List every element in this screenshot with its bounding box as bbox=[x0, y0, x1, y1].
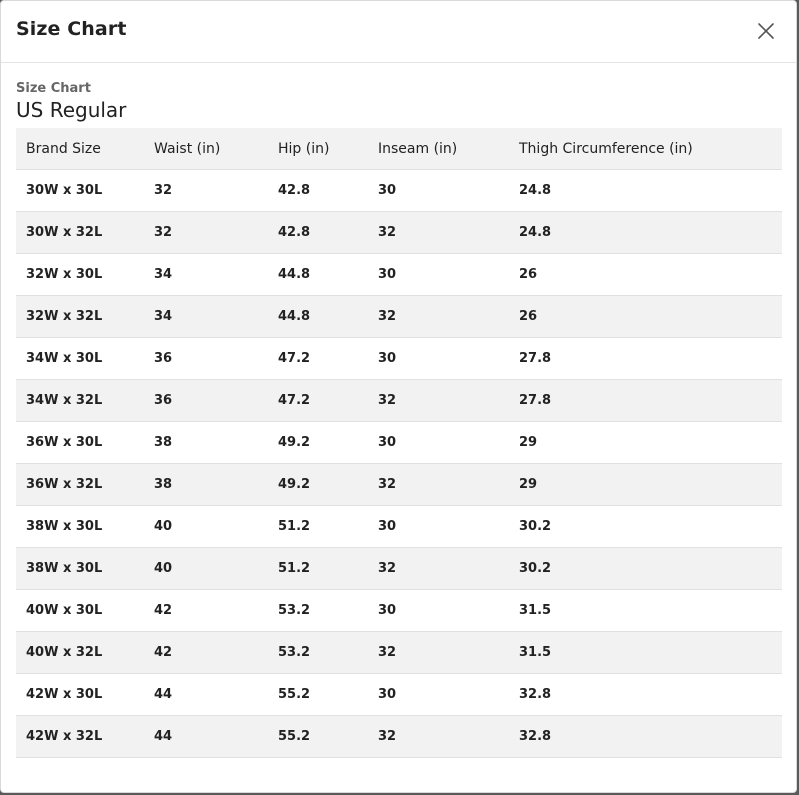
chart-subtitle: Size Chart bbox=[16, 81, 91, 96]
cell-hip: 44.8 bbox=[268, 254, 368, 296]
cell-thigh: 32.8 bbox=[509, 674, 782, 716]
cell-hip: 47.2 bbox=[268, 338, 368, 380]
cell-thigh: 31.5 bbox=[509, 590, 782, 632]
table-row bbox=[16, 212, 782, 254]
cell-hip: 49.2 bbox=[268, 422, 368, 464]
cell-waist: 34 bbox=[144, 254, 268, 296]
cell-waist: 36 bbox=[144, 338, 268, 380]
cell-thigh: 27.8 bbox=[509, 380, 782, 422]
cell-brand-size: 36W x 32L bbox=[16, 464, 144, 506]
cell-thigh: 24.8 bbox=[509, 170, 782, 212]
column-header-inseam: Inseam (in) bbox=[368, 128, 509, 170]
cell-thigh: 26 bbox=[509, 296, 782, 338]
table-row bbox=[16, 380, 782, 422]
column-header-brand-size: Brand Size bbox=[16, 128, 144, 170]
cell-inseam: 32 bbox=[368, 296, 509, 338]
table-body bbox=[16, 170, 782, 758]
modal-body bbox=[1, 63, 796, 758]
cell-hip: 51.2 bbox=[268, 506, 368, 548]
cell-brand-size: 34W x 32L bbox=[16, 380, 144, 422]
table-row bbox=[16, 632, 782, 674]
cell-thigh: 27.8 bbox=[509, 338, 782, 380]
cell-waist: 44 bbox=[144, 716, 268, 758]
cell-thigh: 26 bbox=[509, 254, 782, 296]
table-row bbox=[16, 548, 782, 590]
cell-inseam: 32 bbox=[368, 380, 509, 422]
close-button[interactable] bbox=[756, 21, 776, 41]
cell-brand-size: 38W x 30L bbox=[16, 506, 144, 548]
cell-waist: 32 bbox=[144, 212, 268, 254]
cell-brand-size: 34W x 30L bbox=[16, 338, 144, 380]
cell-brand-size: 42W x 32L bbox=[16, 716, 144, 758]
cell-brand-size: 32W x 30L bbox=[16, 254, 144, 296]
cell-inseam: 32 bbox=[368, 464, 509, 506]
region-title: US Regular bbox=[16, 98, 127, 122]
table-row bbox=[16, 464, 782, 506]
close-icon bbox=[756, 21, 776, 41]
cell-thigh: 30.2 bbox=[509, 506, 782, 548]
cell-waist: 36 bbox=[144, 380, 268, 422]
cell-thigh: 32.8 bbox=[509, 716, 782, 758]
cell-thigh: 30.2 bbox=[509, 548, 782, 590]
cell-inseam: 30 bbox=[368, 170, 509, 212]
table-row bbox=[16, 338, 782, 380]
modal-header bbox=[1, 1, 796, 63]
cell-waist: 38 bbox=[144, 464, 268, 506]
cell-thigh: 29 bbox=[509, 422, 782, 464]
cell-inseam: 30 bbox=[368, 422, 509, 464]
cell-brand-size: 30W x 32L bbox=[16, 212, 144, 254]
column-header-waist: Waist (in) bbox=[144, 128, 268, 170]
table-row bbox=[16, 170, 782, 212]
header-row bbox=[16, 128, 782, 170]
cell-inseam: 30 bbox=[368, 338, 509, 380]
table-row bbox=[16, 716, 782, 758]
cell-inseam: 30 bbox=[368, 506, 509, 548]
cell-thigh: 24.8 bbox=[509, 212, 782, 254]
cell-waist: 34 bbox=[144, 296, 268, 338]
cell-hip: 53.2 bbox=[268, 590, 368, 632]
cell-waist: 40 bbox=[144, 548, 268, 590]
cell-thigh: 29 bbox=[509, 464, 782, 506]
cell-hip: 49.2 bbox=[268, 464, 368, 506]
cell-hip: 44.8 bbox=[268, 296, 368, 338]
table-row bbox=[16, 254, 782, 296]
cell-inseam: 32 bbox=[368, 548, 509, 590]
cell-hip: 42.8 bbox=[268, 170, 368, 212]
cell-hip: 53.2 bbox=[268, 632, 368, 674]
cell-inseam: 32 bbox=[368, 212, 509, 254]
table-row bbox=[16, 590, 782, 632]
cell-brand-size: 36W x 30L bbox=[16, 422, 144, 464]
cell-brand-size: 30W x 30L bbox=[16, 170, 144, 212]
column-header-hip: Hip (in) bbox=[268, 128, 368, 170]
cell-hip: 42.8 bbox=[268, 212, 368, 254]
table-row bbox=[16, 296, 782, 338]
modal-title: Size Chart bbox=[16, 18, 127, 40]
cell-waist: 44 bbox=[144, 674, 268, 716]
cell-inseam: 30 bbox=[368, 674, 509, 716]
cell-inseam: 32 bbox=[368, 716, 509, 758]
cell-waist: 32 bbox=[144, 170, 268, 212]
cell-brand-size: 40W x 32L bbox=[16, 632, 144, 674]
cell-waist: 40 bbox=[144, 506, 268, 548]
cell-waist: 42 bbox=[144, 632, 268, 674]
cell-hip: 51.2 bbox=[268, 548, 368, 590]
column-header-thigh: Thigh Circumference (in) bbox=[509, 128, 782, 170]
table-row bbox=[16, 422, 782, 464]
cell-waist: 42 bbox=[144, 590, 268, 632]
cell-inseam: 30 bbox=[368, 254, 509, 296]
cell-hip: 55.2 bbox=[268, 716, 368, 758]
cell-brand-size: 32W x 32L bbox=[16, 296, 144, 338]
cell-hip: 47.2 bbox=[268, 380, 368, 422]
size-table bbox=[16, 128, 782, 758]
cell-brand-size: 38W x 30L bbox=[16, 548, 144, 590]
cell-brand-size: 42W x 30L bbox=[16, 674, 144, 716]
table-row bbox=[16, 506, 782, 548]
table-header bbox=[16, 128, 782, 170]
cell-brand-size: 40W x 30L bbox=[16, 590, 144, 632]
cell-inseam: 32 bbox=[368, 632, 509, 674]
cell-waist: 38 bbox=[144, 422, 268, 464]
cell-inseam: 30 bbox=[368, 590, 509, 632]
cell-thigh: 31.5 bbox=[509, 632, 782, 674]
cell-hip: 55.2 bbox=[268, 674, 368, 716]
table-row bbox=[16, 674, 782, 716]
